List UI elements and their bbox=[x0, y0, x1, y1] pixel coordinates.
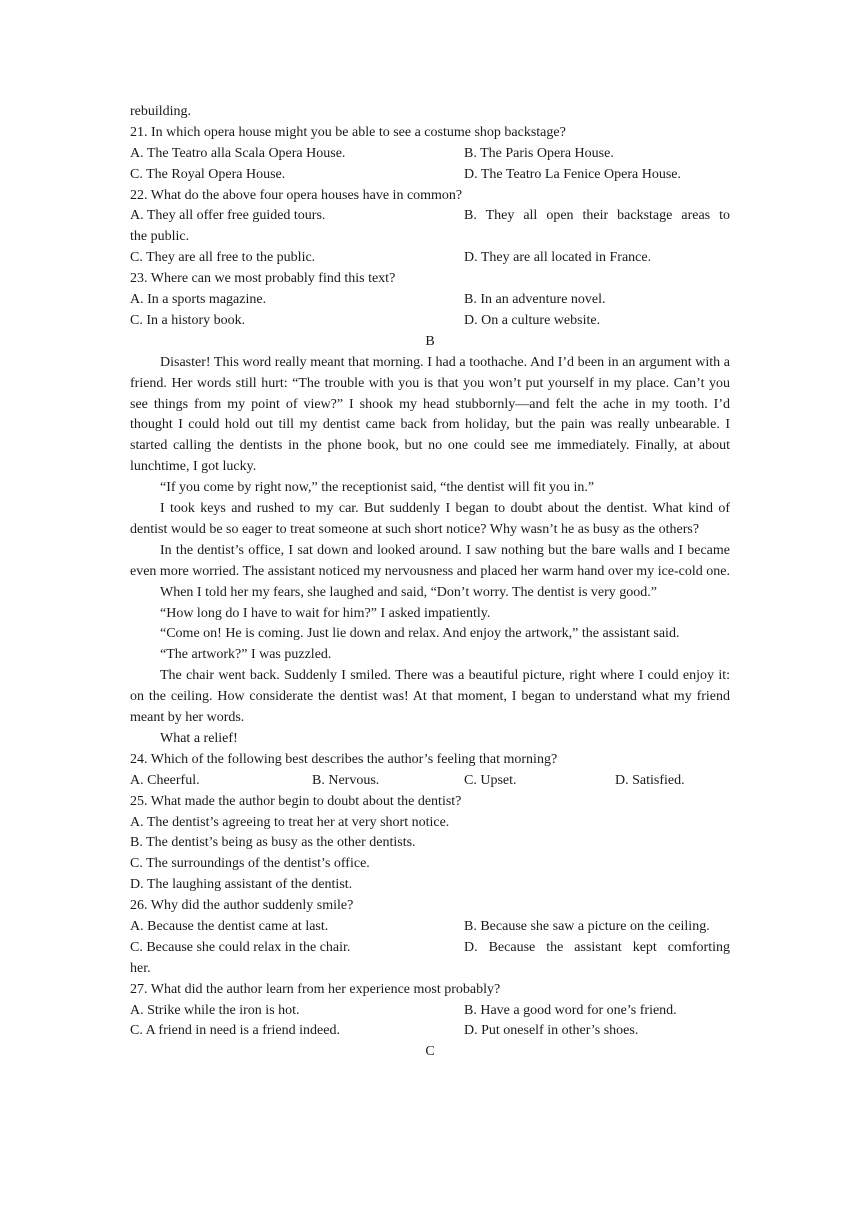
option-b: B. They all open their backstage areas to bbox=[464, 208, 730, 224]
option-a: A. In a sports magazine. bbox=[130, 292, 267, 308]
passage-paragraph: “Come on! He is coming. Just lie down and relax. And enjoy the artwork,” the assistant said. bbox=[160, 626, 680, 642]
previous-passage-fragment: rebuilding. bbox=[130, 104, 192, 119]
option-b: B. Have a good word for one’s friend. bbox=[464, 1002, 677, 1018]
passage-paragraph: “If you come by right now,” the receptionist said, “the dentist will fit you in.” bbox=[160, 480, 595, 496]
option-d: D. They are all located in France. bbox=[464, 250, 652, 266]
option-d: D. Satisfied. bbox=[615, 772, 685, 788]
option-b: B. Nervous. bbox=[312, 772, 380, 788]
section-heading-c: C bbox=[425, 1044, 435, 1060]
question-26 bbox=[130, 896, 730, 980]
section-heading-b: B bbox=[425, 333, 435, 349]
option-a: A. The dentist’s agreeing to treat her at very short notice. bbox=[130, 814, 450, 830]
question-stem: 25. What made the author begin to doubt about the dentist? bbox=[130, 793, 462, 809]
question-stem: 27. What did the author learn from her experience most probably? bbox=[130, 981, 501, 997]
option-c: C. The surroundings of the dentist’s office. bbox=[130, 856, 370, 872]
option-d: D. The laughing assistant of the dentist. bbox=[130, 877, 353, 893]
option-b-continued: the public. bbox=[130, 229, 190, 245]
passage-paragraph: When I told her my fears, she laughed and said, “Don’t worry. The dentist is very good.” bbox=[160, 584, 657, 600]
exam-page bbox=[130, 102, 730, 1063]
option-c: C. A friend in need is a friend indeed. bbox=[130, 1023, 340, 1039]
question-25 bbox=[130, 792, 730, 896]
passage-paragraph: The chair went back. Suddenly I smiled. There was a beautiful picture, right where I could enjoy it: on the ceiling. How considerate the dentist was! At that moment, I began to understand what my friend meant by her words. bbox=[130, 668, 730, 726]
passage-paragraph: “The artwork?” I was puzzled. bbox=[160, 647, 332, 663]
option-a: A. Cheerful. bbox=[130, 772, 200, 788]
question-stem: 26. Why did the author suddenly smile? bbox=[130, 898, 354, 914]
question-22 bbox=[130, 186, 730, 270]
option-c: C. Upset. bbox=[464, 772, 517, 788]
option-a: A. Strike while the iron is hot. bbox=[130, 1002, 300, 1018]
option-a: A. They all offer free guided tours. bbox=[130, 208, 326, 224]
option-a: A. The Teatro alla Scala Opera House. bbox=[130, 145, 346, 161]
option-c: C. In a history book. bbox=[130, 312, 246, 328]
passage-b bbox=[130, 353, 730, 750]
passage-paragraph: “How long do I have to wait for him?” I asked impatiently. bbox=[160, 605, 491, 621]
option-a: A. Because the dentist came at last. bbox=[130, 919, 329, 935]
passage-paragraph: What a relief! bbox=[160, 731, 238, 746]
passage-paragraph: I took keys and rushed to my car. But suddenly I began to doubt about the dentist. What kind of dentist would be so eager to treat someone at such short notice? Why wasn’t he as busy as the others? bbox=[130, 501, 730, 537]
option-c: C. The Royal Opera House. bbox=[130, 166, 286, 182]
option-d: D. Because the assistant kept comforting bbox=[464, 939, 730, 955]
option-b: B. In an adventure novel. bbox=[464, 292, 606, 308]
option-b: B. Because she saw a picture on the ceiling. bbox=[464, 919, 710, 935]
question-stem: 24. Which of the following best describes the author’s feeling that morning? bbox=[130, 751, 558, 767]
question-stem: 22. What do the above four opera houses have in common? bbox=[130, 187, 463, 203]
passage-paragraph: Disaster! This word really meant that morning. I had a toothache. And I’d been in an argument with a friend. Her words still hurt: “The trouble with you is that you won’t put yourself in my place. Can’t you see things from my point of view?” I shook my head stubbornly—and felt the ache in my tooth. I’d thought I could hold out till my dentist came back from holiday, but the pain was really unbearable. I started calling the dentists in the phone book, but no one could see me immediately. Finally, at about lunchtime, I got lucky. bbox=[130, 354, 730, 475]
option-d-continued: her. bbox=[130, 960, 151, 976]
question-21 bbox=[130, 123, 730, 186]
question-23 bbox=[130, 269, 730, 332]
option-d: D. The Teatro La Fenice Opera House. bbox=[464, 166, 681, 182]
option-c: C. Because she could relax in the chair. bbox=[130, 939, 351, 955]
option-b: B. The dentist’s being as busy as the other dentists. bbox=[130, 835, 416, 851]
question-27 bbox=[130, 980, 730, 1043]
option-d: D. On a culture website. bbox=[464, 312, 601, 328]
question-stem: 23. Where can we most probably find this text? bbox=[130, 271, 396, 287]
option-c: C. They are all free to the public. bbox=[130, 250, 316, 266]
question-24 bbox=[130, 750, 730, 792]
passage-paragraph: In the dentist’s office, I sat down and looked around. I saw nothing but the bare walls and I became even more worried. The assistant noticed my nervousness and placed her warm hand over my ice-cold one. bbox=[130, 542, 730, 579]
option-b: B. The Paris Opera House. bbox=[464, 145, 614, 161]
option-d: D. Put oneself in other’s shoes. bbox=[464, 1023, 639, 1039]
question-stem: 21. In which opera house might you be able to see a costume shop backstage? bbox=[130, 124, 566, 140]
